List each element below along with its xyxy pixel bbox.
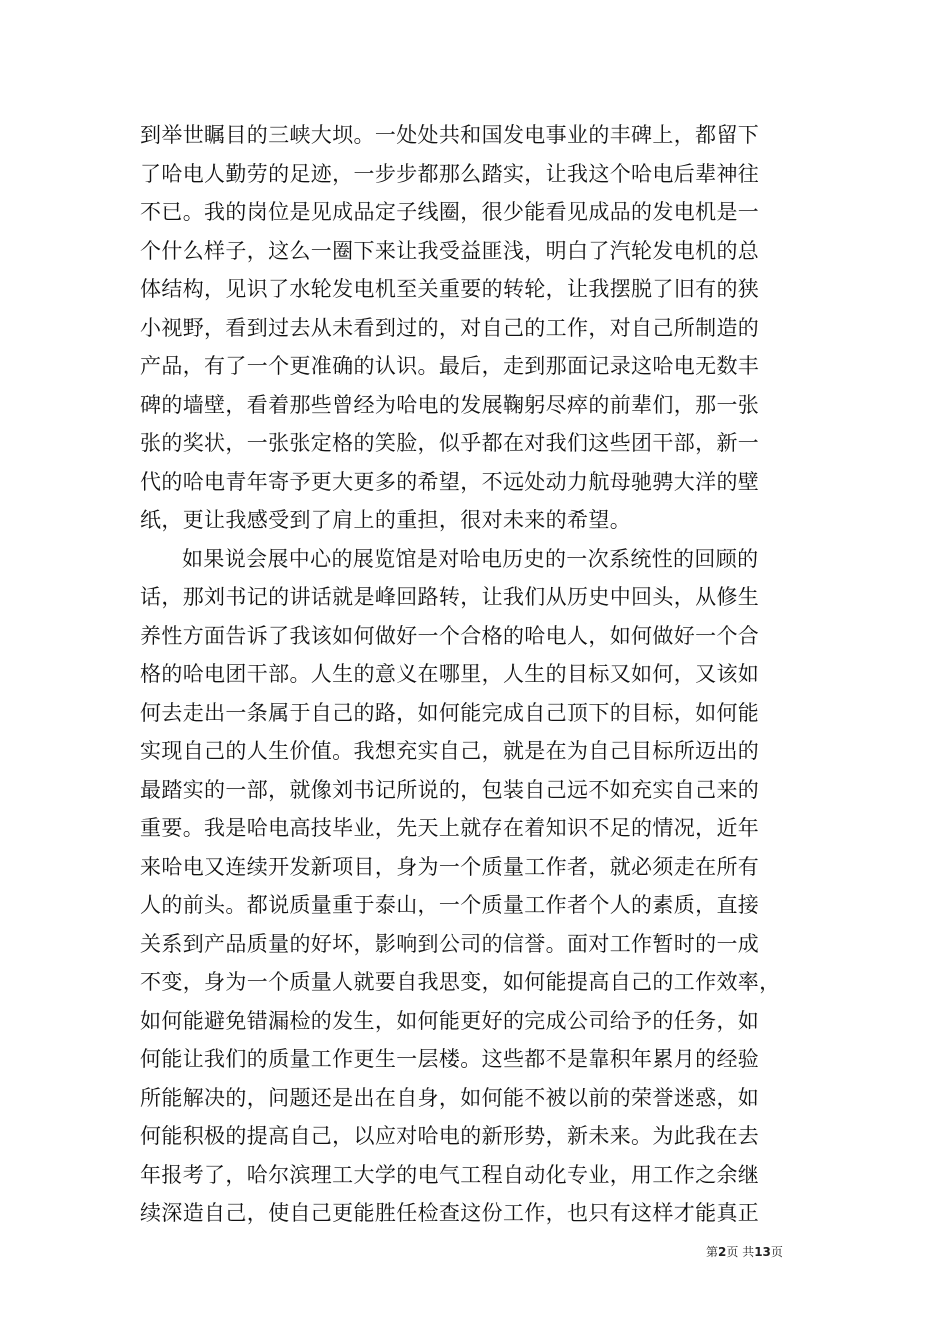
text-line: 代的哈电青年寄予更大更多的希望，不远处动力航母驰骋大洋的壁	[140, 469, 760, 494]
text-line: 如何能避免错漏检的发生，如何能更好的完成公司给予的任务，如	[140, 1008, 760, 1033]
text-line: 最踏实的一部，就像刘书记所说的，包装自己远不如充实自己来的	[140, 777, 760, 802]
total-pages-number: 13	[754, 1245, 771, 1259]
text-line: 不变，身为一个质量人就要自我思变，如何能提高自己的工作效率，	[140, 970, 781, 994]
text-line: 了哈电人勤劳的足迹，一步步都那么踏实，让我这个哈电后辈神往	[140, 161, 760, 186]
text-line: 来哈电又连续开发新项目，身为一个质量工作者，就必须走在所有	[140, 854, 760, 879]
text-line: 个什么样子，这么一圈下来让我受益匪浅，明白了汽轮发电机的总	[140, 238, 760, 263]
text-line: 何能让我们的质量工作更生一层楼。这些都不是靠积年累月的经验	[140, 1047, 760, 1071]
text-line: 养性方面告诉了我该如何做好一个合格的哈电人，如何做好一个合	[140, 623, 760, 648]
text-line: 碑的墙壁，看着那些曾经为哈电的发展鞠躬尽瘁的前辈们，那一张	[140, 392, 760, 417]
text-line: 实现自己的人生价值。我想充实自己，就是在为自己目标所迈出的	[140, 739, 760, 763]
text-line: 话，那刘书记的讲话就是峰回路转，让我们从历史中回头，从修生	[140, 585, 760, 609]
document-body	[140, 116, 810, 1233]
text-line: 关系到产品质量的好坏，影响到公司的信誉。面对工作暂时的一成	[140, 931, 760, 956]
current-page-number: 2	[718, 1245, 727, 1259]
text-line: 小视野，看到过去从未看到过的，对自己的工作，对自己所制造的	[140, 315, 760, 340]
paragraph-start-line: 如果说会展中心的展览馆是对哈电历史的一次系统性的回顾的	[182, 546, 759, 571]
text-line: 年报考了，哈尔滨理工大学的电气工程自动化专业，用工作之余继	[140, 1162, 760, 1187]
text-line: 纸，更让我感受到了肩上的重担，很对未来的希望。	[140, 508, 632, 532]
footer-suffix: 页	[770, 1245, 783, 1259]
text-line: 重要。我是哈电高技毕业，先天上就存在着知识不足的情况，近年	[140, 816, 760, 840]
text-line: 所能解决的，问题还是出在自身，如何能不被以前的荣誉迷惑，如	[140, 1085, 760, 1110]
text-line: 人的前头。都说质量重于泰山，一个质量工作者个人的素质，直接	[140, 893, 760, 917]
footer-middle: 页 共	[726, 1245, 755, 1259]
text-line: 产品，有了一个更准确的认识。最后，走到那面记录这哈电无数丰	[140, 354, 760, 378]
text-line: 到举世瞩目的三峡大坝。一处处共和国发电事业的丰碑上，都留下	[140, 123, 760, 147]
text-line: 何能积极的提高自己，以应对哈电的新形势，新未来。为此我在去	[140, 1124, 760, 1148]
text-line: 张的奖状，一张张定格的笑脸，似乎都在对我们这些团干部，新一	[140, 431, 760, 455]
text-line: 何去走出一条属于自己的路，如何能完成自己顶下的目标，如何能	[140, 700, 760, 725]
text-line: 续深造自己，使自己更能胜任检查这份工作，也只有这样才能真正	[140, 1201, 760, 1225]
page-number-footer	[706, 1243, 783, 1260]
text-line: 体结构，见识了水轮发电机至关重要的转轮，让我摆脱了旧有的狭	[140, 277, 760, 301]
text-line: 格的哈电团干部。人生的意义在哪里，人生的目标又如何，又该如	[140, 662, 760, 686]
footer-prefix: 第	[706, 1245, 719, 1259]
text-line: 不已。我的岗位是见成品定子线圈，很少能看见成品的发电机是一	[140, 200, 760, 224]
